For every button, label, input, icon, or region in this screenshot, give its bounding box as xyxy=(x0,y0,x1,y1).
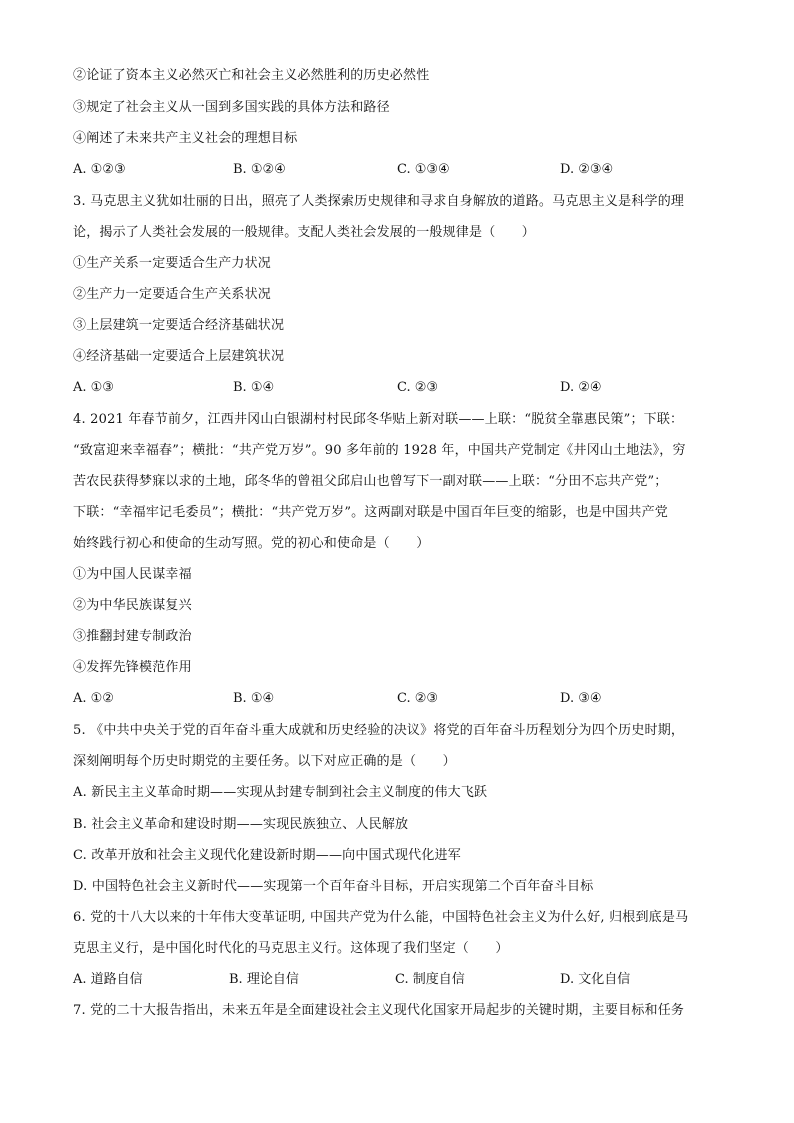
q4-stem-line-4: 下联：“幸福牢记毛委员”；横批：“共产党万岁”。这两副对联是中国百年巨变的缩影，也是中国共产党 xyxy=(73,505,668,520)
q3-option-b: B. ①④ xyxy=(233,380,275,395)
q6-option-c: C. 制度自信 xyxy=(395,972,465,987)
q3-stem-line-2: 论，揭示了人类社会发展的一般规律。支配人类社会发展的一般规律是（ ） xyxy=(73,225,536,240)
q3-option-c: C. ②③ xyxy=(397,380,439,395)
q2-item-3: ③规定了社会主义从一国到多国实践的具体方法和路径 xyxy=(73,100,390,115)
q5-choice-d: D. 中国特色社会主义新时代——实现第一个百年奋斗目标，开启实现第二个百年奋斗目标 xyxy=(73,879,594,894)
q2-option-d: D. ②③④ xyxy=(560,162,614,177)
q2-options xyxy=(73,160,723,180)
q5-choice-c: C. 改革开放和社会主义现代化建设新时期——向中国式现代化进军 xyxy=(73,848,461,863)
q4-stem-line-2: “致富迎来幸福春”；横批：“共产党万岁”。90 多年前的 1928 年，中国共产党制定《井冈山土地法》，穷 xyxy=(73,443,686,458)
q4-item-4: ④发挥先锋模范作用 xyxy=(73,660,192,675)
q7-stem-line-1: 7. 党的二十大报告指出，未来五年是全面建设社会主义现代化国家开局起步的关键时期，主要目标和任务 xyxy=(73,1003,685,1018)
q6-option-d: D. 文化自信 xyxy=(560,972,631,987)
q6-stem-line-2: 克思主义行，是中国化时代化的马克思主义行。这体现了我们坚定（ ） xyxy=(73,941,509,956)
q2-item-2: ②论证了资本主义必然灭亡和社会主义必然胜利的历史必然性 xyxy=(73,68,430,83)
q6-option-b: B. 理论自信 xyxy=(229,972,299,987)
q4-option-d: D. ③④ xyxy=(560,691,602,706)
q6-options xyxy=(73,970,723,990)
q3-item-1: ①生产关系一定要适合生产力状况 xyxy=(73,256,272,271)
q4-item-2: ②为中华民族谋复兴 xyxy=(73,598,192,613)
q6-option-a: A. 道路自信 xyxy=(73,972,143,987)
q3-option-d: D. ②④ xyxy=(560,380,602,395)
q4-option-b: B. ①④ xyxy=(233,691,275,706)
q5-stem-line-2: 深刻阐明每个历史时期党的主要任务。以下对应正确的是（ ） xyxy=(73,754,456,769)
q4-stem-line-1: 4. 2021 年春节前夕，江西井冈山白银湖村村民邱冬华贴上新对联——上联：“脱贫全靠惠民策”；下联： xyxy=(73,412,684,427)
q4-options xyxy=(73,689,723,709)
q2-option-c: C. ①③④ xyxy=(397,162,450,177)
q5-choice-b: B. 社会主义革命和建设时期——实现民族独立、人民解放 xyxy=(73,817,409,832)
q6-stem-line-1: 6. 党的十八大以来的十年伟大变革证明, 中国共产党为什么能，中国特色社会主义为什么好, 归根到底是马 xyxy=(73,910,689,925)
q3-stem-line-1: 3. 马克思主义犹如壮丽的日出，照亮了人类探索历史规律和寻求自身解放的道路。马克思主义是科学的理 xyxy=(73,194,685,209)
q4-stem-line-3: 苦农民获得梦寐以求的土地，邱冬华的曾祖父邱启山也曾写下一副对联——上联：“分田不忘共产党”； xyxy=(73,474,668,489)
q3-item-2: ②生产力一定要适合生产关系状况 xyxy=(73,287,272,302)
q4-option-c: C. ②③ xyxy=(397,691,439,706)
q2-item-4: ④阐述了未来共产主义社会的理想目标 xyxy=(73,131,298,146)
q2-option-b: B. ①②④ xyxy=(233,162,286,177)
q2-option-a: A. ①②③ xyxy=(73,162,126,177)
q4-option-a: A. ①② xyxy=(73,691,114,706)
q4-item-3: ③推翻封建专制政治 xyxy=(73,629,192,644)
q3-item-3: ③上层建筑一定要适合经济基础状况 xyxy=(73,318,285,333)
q3-item-4: ④经济基础一定要适合上层建筑状况 xyxy=(73,349,285,364)
q4-stem-line-5: 始终践行初心和使命的生动写照。党的初心和使命是（ ） xyxy=(73,536,430,551)
q3-options xyxy=(73,378,723,398)
q5-choice-a: A. 新民主主义革命时期——实现从封建专制到社会主义制度的伟大飞跃 xyxy=(73,785,488,800)
q4-item-1: ①为中国人民谋幸福 xyxy=(73,567,192,582)
q3-option-a: A. ①③ xyxy=(73,380,114,395)
q5-stem-line-1: 5. 《中共中央关于党的百年奋斗重大成就和历史经验的决议》将党的百年奋斗历程划分为四个历史时期， xyxy=(73,723,685,738)
